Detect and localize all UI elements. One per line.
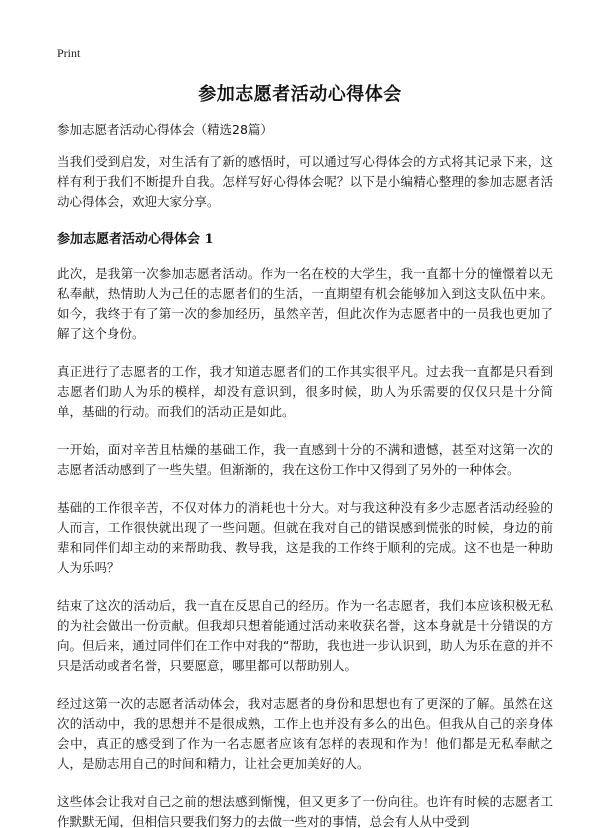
document-subtitle: 参加志愿者活动心得体会（精选28篇） <box>57 122 273 137</box>
body-paragraph: 此次，是我第一次参加志愿者活动。作为一名在校的大学生，我一直都十分的憧憬着以无私奉献，热情助人为己任的志愿者们的生活，一直期望有机会能够加入到这支队伍中来。如今，我终于有了第一次的参加经历，虽然辛苦，但此次作为志愿者中的一员我也更加了解了这个身份。 <box>57 266 553 341</box>
body-paragraph: 一开始，面对辛苦且枯燥的基础工作，我一直感到十分的不满和遗憾，甚至对这第一次的志愿者活动感到了一些失望。但渐渐的，我在这份工作中又得到了另外的一种体会。 <box>57 442 553 477</box>
print-label: Print <box>57 46 81 60</box>
page-title: 参加志愿者活动心得体会 <box>198 84 402 105</box>
body-paragraph: 这些体会让我对自己之前的想法感到惭愧，但又更多了一份向往。也许有时候的志愿者工作默默无闻，但相信只要我们努力的去做一些对的事情，总会有人从中受到 <box>57 794 553 828</box>
intro-paragraph: 当我们受到启发，对生活有了新的感悟时，可以通过写心得体会的方式将其记录下来，这样有利于我们不断提升自我。怎样写好心得体会呢？以下是小编精心整理的参加志愿者活动心得体会，欢迎大家分享。 <box>57 154 553 209</box>
document-body <box>57 120 553 828</box>
body-paragraph: 经过这第一次的志愿者活动体会，我对志愿者的身份和思想也有了更深的了解。虽然在这次的活动中，我的思想并不是很成熟，工作上也并没有多么的出色。但我从自己的亲身体会中，真正的感受到了作为一名志愿者应该有怎样的表现和作为！他们都是无私奉献之人，是励志用自己的时间和精力，让社会更加美好的人。 <box>57 696 553 771</box>
section-heading: 参加志愿者活动心得体会 1 <box>57 232 214 247</box>
body-paragraph: 结束了这次的活动后，我一直在反思自己的经历。作为一名志愿者，我们本应该积极无私的为社会做出一份贡献。但我却只想着能通过活动来收获名誉，这本身就是十分错误的方向。但后来，通过同伴们在工作中对我的“帮助，我也进一步认识到，助人为乐在意的并不只是活动或者名誉，只要愿意，哪里都可以帮助别人。 <box>57 598 553 673</box>
body-paragraph: 真正进行了志愿者的工作，我才知道志愿者们的工作其实很平凡。过去我一直都是只看到志愿者们助人为乐的模样，却没有意识到，很多时候，助人为乐需要的仅仅只是十分简单，基础的行动。而我们的活动正是如此。 <box>57 364 553 419</box>
body-paragraph: 基础的工作很辛苦，不仅对体力的消耗也十分大。对与我这种没有多少志愿者活动经验的人而言，工作很快就出现了一些问题。但就在我对自己的错误感到慌张的时候，身边的前辈和同伴们却主动的来帮助我、教导我，这是我的工作终于顺利的完成。这不也是一种助人为乐吗？ <box>57 500 553 575</box>
